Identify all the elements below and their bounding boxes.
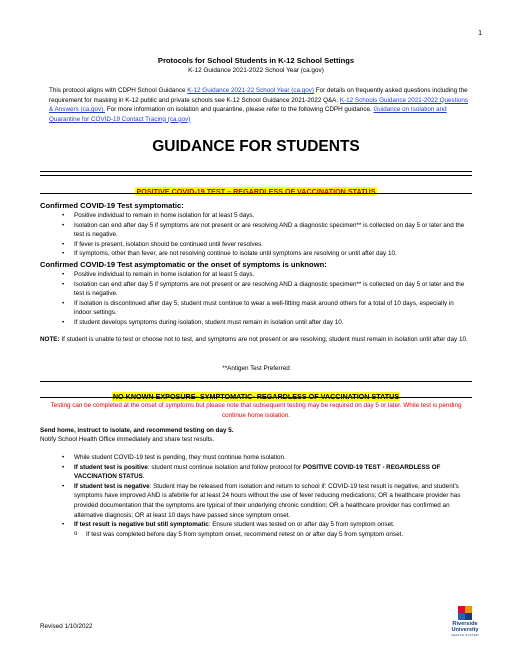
- note-text: If student is unable to test or choose not to test, and symptoms are not present or are resolving, student must remain in isolation until after day 10.: [59, 336, 468, 343]
- logo-swatch: [465, 613, 472, 620]
- logo-swatch: [465, 606, 472, 613]
- symptomatic-list: [62, 211, 472, 259]
- list-item: [62, 520, 472, 530]
- positive-end: .: [142, 473, 145, 481]
- negative-label: If student test is negative: [74, 482, 150, 490]
- negative-text: : Student may be released from isolation and return to school if: COVID-19 test result is negative, and student's symptoms have improved AND is afebrile for at least 24 hours without the use of fever reducing medications; OR a healthcare provider has provided documentation that the symptoms are typical of their underlying chronic condition; OR a healthcare provider has confirmed an alternative diagnosis; OR at least 10 days have passed since symptom onset.: [74, 482, 461, 519]
- intro-text-2: For details on frequently asked questions including the requirement for masking in K-12 public and private schools see K-12 School Guidance 2021-2022 Q&A.: [49, 87, 468, 104]
- symptomatic-heading: Confirmed COVID-19 Test symptomatic:: [40, 201, 184, 210]
- divider-top-2: [40, 175, 472, 176]
- logo-swatch: [458, 613, 465, 620]
- list-item: • Isolation can end after day 5 if symptoms are not present or are resolving AND a diagnostic specimen** is collected on day 5 or later and the test is negative.: [62, 280, 472, 299]
- list-item: • Positive individual to remain in home isolation for at least 5 days.: [62, 211, 472, 221]
- sub-list-item: o If test was completed before day 5 from symptom onset, recommend retest on or after day 5 from symptom onset.: [62, 530, 472, 540]
- document-title: Protocols for School Students in K-12 School Settings: [157, 56, 355, 65]
- intro-text-1: This protocol aligns with CDPH School Guidance: [49, 87, 188, 94]
- k12-guidance-link[interactable]: K-12 Guidance 2021-22 School Year (ca.gov): [187, 87, 314, 94]
- positive-text: : student must continue isolation and follow protocol for: [147, 463, 303, 471]
- logo-line-1: Riverside: [452, 621, 478, 627]
- positive-test-banner-text: POSITIVE COVID-19 TEST – REGARDLESS OF VACCINATION STATUS: [136, 187, 376, 196]
- note-paragraph: [40, 335, 472, 345]
- list-item: • If symptoms, other than fever, are not resolving continue to isolate until symptoms are resolving or until after day 10.: [62, 249, 472, 259]
- positive-label: If student test is positive: [74, 463, 148, 471]
- intro-paragraph: [49, 86, 469, 124]
- main-heading: GUIDANCE FOR STUDENTS: [152, 138, 360, 155]
- list-item: • Isolation can end after day 5 if symptoms are not present or are resolving AND a diagnostic specimen** is collected on day 5 or later and the test is negative.: [62, 221, 472, 240]
- divider-section2-top: [40, 381, 472, 382]
- list-item: [62, 463, 472, 482]
- testing-note: Testing can be completed at the onset of symptoms but please note that subsequent testing may be required on day 5 or later. While test is pending continue home isolation.: [50, 402, 462, 419]
- k12-qa-link[interactable]: K-12 Schools Guidance 2021-2022 Questions & Answers (ca.gov).: [49, 96, 468, 114]
- symptomatic-negative-text: : Ensure student was tested on or after day 5 from symptom onset.: [208, 521, 395, 529]
- logo-swatch: [458, 606, 465, 613]
- list-item: [62, 482, 472, 520]
- no-exposure-list: [62, 453, 472, 539]
- logo-line-2: University: [451, 627, 479, 633]
- positive-test-banner: [40, 181, 472, 199]
- list-item: • While student COVID-19 test is pending, they must continue home isolation.: [62, 453, 472, 463]
- list-item: • If isolation is discontinued after day 5, student must continue to wear a well-fitting mask around others for a total of 10 days, especially in indoor settings.: [62, 299, 472, 318]
- riverside-logo: [446, 606, 484, 637]
- logo-mark-icon: [458, 606, 472, 620]
- notify-instruction: Notify School Health Office immediately and share test results.: [40, 436, 215, 443]
- divider-banner-1: [40, 193, 472, 194]
- note-label: NOTE:: [40, 336, 60, 343]
- positive-protocol-ref: POSITIVE COVID-19 TEST - REGARDLESS OF VACCINATION STATUS: [74, 463, 441, 481]
- divider-banner-2: [40, 397, 472, 398]
- page-number: 1: [478, 30, 482, 37]
- antigen-note: **Antigen Test Preferred: [222, 365, 290, 372]
- asymptomatic-list: [62, 270, 472, 328]
- document-subtitle: K-12 Guidance 2021-2022 School Year (ca.gov): [188, 67, 324, 74]
- logo-line-3: HEALTH SYSTEM: [451, 633, 479, 637]
- list-item: • Positive individual to remain in home isolation for at least 5 days.: [62, 270, 472, 280]
- intro-text-3: For more information on isolation and quarantine, please refer to the following CDPH guidance.: [105, 106, 374, 114]
- symptomatic-negative-label: If test result is negative but still symptomatic: [74, 521, 209, 529]
- isolation-quarantine-link[interactable]: Guidance on Isolation and Quarantine for COVID-19 Contact Tracing (ca.gov): [49, 106, 447, 123]
- list-item: • If fever is present, isolation should be continued until fever resolves.: [62, 240, 472, 250]
- revised-date: Revised 1/10/2022: [40, 623, 93, 630]
- send-home-instruction: Send home, instruct to isolate, and recommend testing on day 5.: [40, 427, 234, 434]
- no-exposure-banner-text: NO KNOWN EXPOSURE- SYMPTOMATIC- REGARDLESS OF VACCINATION STATUS: [112, 392, 400, 401]
- list-item: • If student develops symptoms during isolation, student must remain in isolation until after day 10.: [62, 318, 472, 328]
- divider-top: [40, 171, 472, 172]
- asymptomatic-heading: Confirmed COVID-19 Test asymptomatic or the onset of symptoms is unknown:: [40, 260, 327, 269]
